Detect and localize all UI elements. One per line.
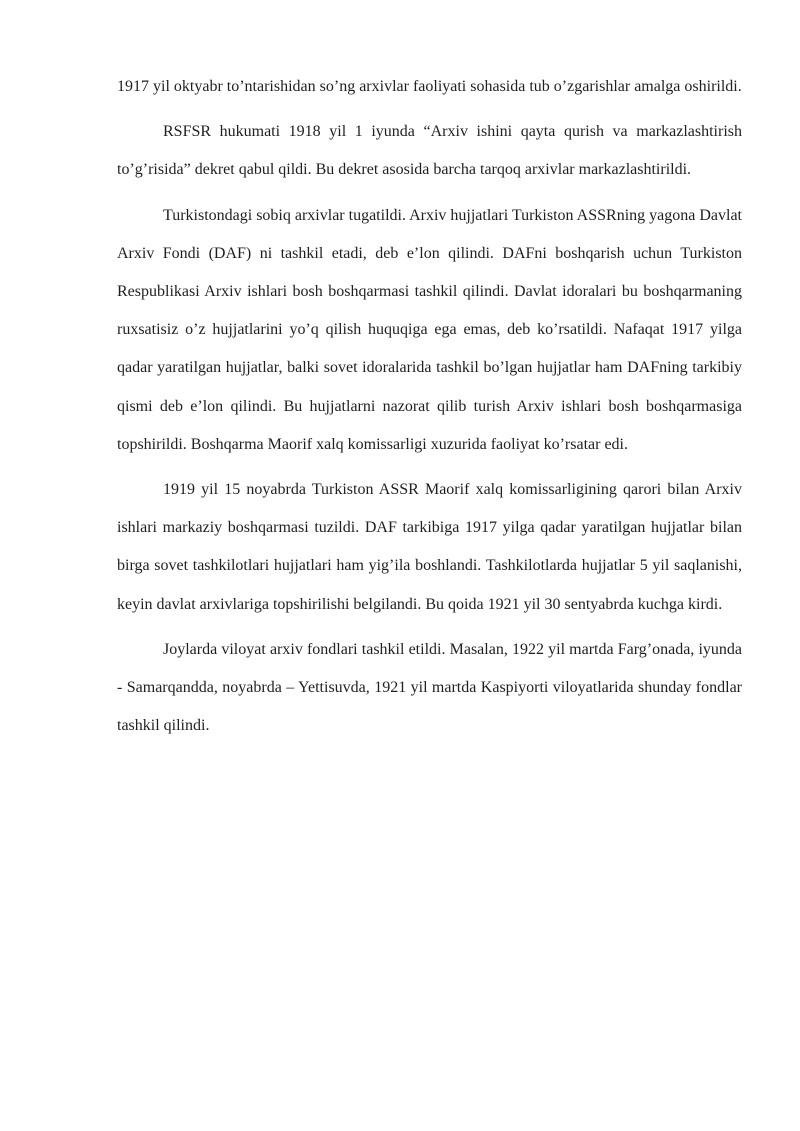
paragraph-2: RSFSR hukumati 1918 yil 1 iyunda “Arxiv ishini qayta qurish va markazlashtirish to’g’risida” dekret qabul qildi. Bu dekret asosida barcha tarqoq arxivlar markazlashtirildi. (117, 123, 742, 179)
paragraph-3: Turkistondagi sobiq arxivlar tugatildi. Arxiv hujjatlari Turkiston ASSRning yagona Davlat Arxiv Fondi (DAF) ni tashkil etadi, deb e’lon qilindi. DAFni boshqarish uchun Turkiston Respublikasi Arxiv ishlari bosh boshqarmasi tashkil qilindi. Davlat idoralari bu boshqarmaning ruxsatisiz o’z hujjatlarini yo’q qilish huquqiga ega emas, deb ko’rsatildi. Nafaqat 1917 yilga qadar yaratilgan hujjatlar, balki sovet idoralarida tashkil bo’lgan hujjatlar ham DAFning tarkibiy qismi deb e’lon qilindi. Bu hujjatlarni nazorat qilib turish Arxiv ishlari bosh boshqarmasiga topshirildi. Boshqarma Maorif xalq komissarligi xuzurida faoliyat ko’rsatar edi. (117, 206, 742, 453)
paragraph-4: 1919 yil 15 noyabrda Turkiston ASSR Maorif xalq komissarligining qarori bilan Arxiv ishlari markaziy boshqarmasi tuzildi. DAF tarkibiga 1917 yilga qadar yaratilgan hujjatlar bilan birga sovet tashkilotlari hujjatlari ham yig’ila boshlandi. Tashkilotlarda hujjatlar 5 yil saqlanishi, keyin davlat arxivlariga topshirilishi belgilandi. Bu qoida 1921 yil 30 sentyabrda kuchga kirdi. (117, 481, 742, 613)
paragraph-1: 1917 yil oktyabr to’ntarishidan so’ng arxivlar faoliyati sohasida tub o’zgarishlar amalga oshirildi. (117, 78, 742, 95)
document-page (117, 68, 742, 752)
paragraph-5: Joylarda viloyat arxiv fondlari tashkil etildi. Masalan, 1922 yil martda Farg’onada, iyunda - Samarqandda, noyabrda – Yettisuvda, 1921 yil martda Kaspiyorti viloyatlarida shunday fondlar tashkil qilindi. (117, 640, 742, 735)
